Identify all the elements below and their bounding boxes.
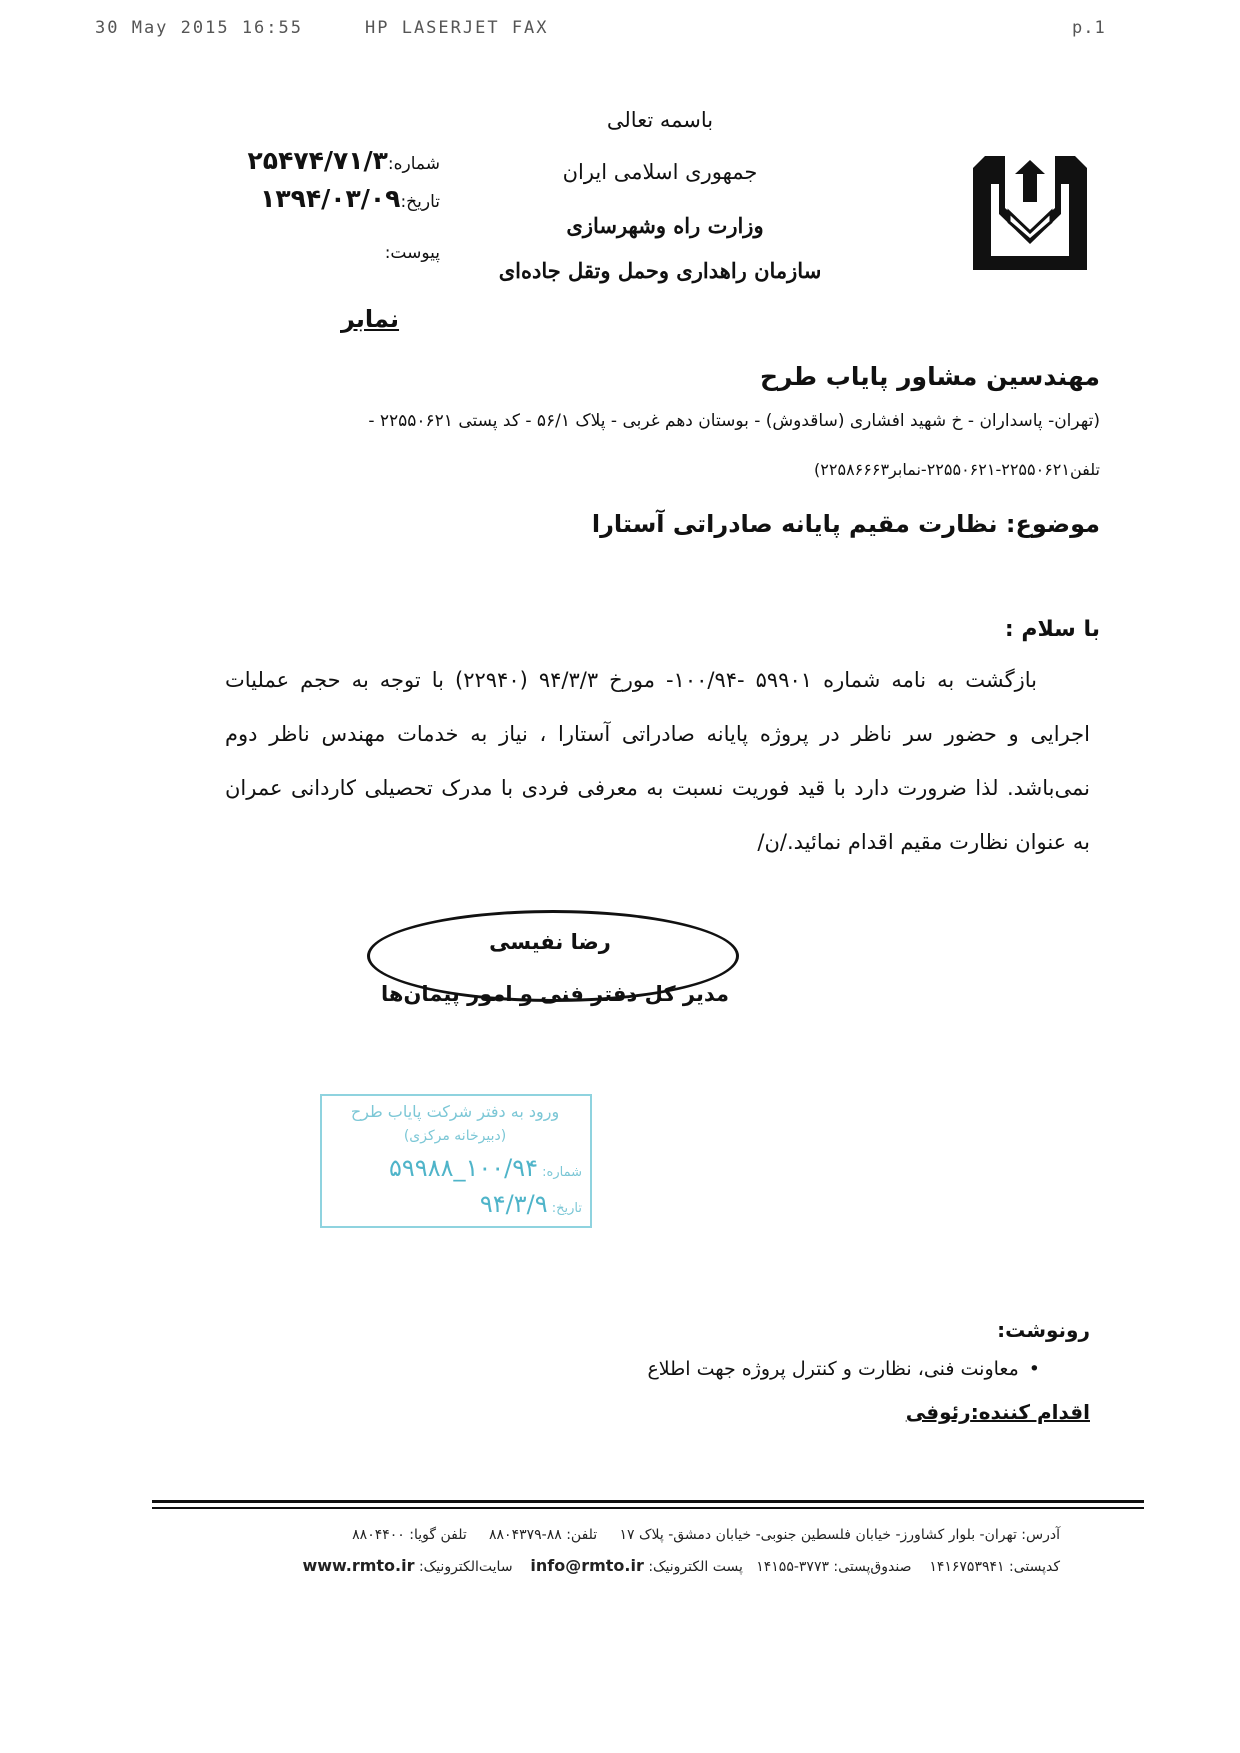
body-line-2: اجرایی و حضور سر ناظر در پروژه پایانه صادراتی آستارا ، نیاز به خدمات مهندس ناظر دوم [225, 722, 1090, 746]
date-label: تاریخ: [400, 192, 440, 212]
footer-website[interactable]: www.rmto.ir [302, 1556, 415, 1575]
action-label: اقدام کننده: [970, 1400, 1090, 1424]
rmto-logo-icon [965, 148, 1095, 278]
footer-phone: تلفن: ۸۸-۸۸۰۴۳۷۹ [489, 1527, 598, 1543]
stamp-date [328, 1190, 582, 1218]
footer-postal-code: کدپستی: ۱۴۱۶۷۵۳۹۴۱ [929, 1559, 1060, 1575]
bullet-icon: • [1028, 1358, 1040, 1380]
fax-page: p.1 [1072, 18, 1106, 38]
received-stamp [320, 1094, 592, 1228]
fax-datetime: 30 May 2015 16:55 [95, 18, 303, 38]
doc-type: نمابر [340, 305, 400, 333]
cc-item [620, 1358, 1040, 1380]
recipient-phone: تلفن۲۲۵۵۰۶۲۱-۲۲۵۵۰۶۲۱-نمابر۲۲۵۸۶۶۶۳) [814, 460, 1100, 479]
footer-rule-bottom [152, 1507, 1144, 1509]
recipient-address: (تهران- پاسداران - خ شهید افشاری (ساقدوش) - بوستان دهم غربی - پلاک ۵۶/۱ - کد پستی ۲۲۵۵۰۶۲۱ - [368, 411, 1100, 431]
cc-item-text: معاونت فنی، نظارت و کنترل پروژه جهت اطلاع [647, 1358, 1019, 1380]
invocation: باسمه تعالی [606, 108, 714, 132]
date-value: ۱۳۹۴/۰۳/۰۹ [260, 184, 401, 213]
stamp-number [328, 1154, 582, 1182]
number-label: شماره: [387, 154, 440, 174]
stamp-date-label: تاریخ: [551, 1201, 582, 1216]
footer-phone-voice: تلفن گویا: ۸۸۰۴۴۰۰ [352, 1527, 467, 1543]
subject: موضوع: نظارت مقیم پایانه صادراتی آستارا [591, 510, 1100, 538]
stamp-line-1: ورود به دفتر شرکت پایاب طرح [350, 1102, 560, 1121]
stamp-number-value: ۱۰۰/۹۴_۵۹۹۸۸ [389, 1154, 539, 1182]
footer-website-label: سایت‌الکترونیک: [418, 1559, 513, 1575]
stamp-number-label: شماره: [542, 1165, 582, 1180]
footer-rule-top [152, 1500, 1144, 1503]
footer-line-2 [250, 1556, 1060, 1575]
footer-email-label: پست الکترونیک: [648, 1559, 743, 1575]
fax-device: HP LASERJET FAX [365, 18, 549, 38]
footer-email[interactable]: info@rmto.ir [530, 1556, 644, 1575]
organization-name: سازمان راهداری وحمل وتقل جاده‌ای [498, 258, 822, 283]
ministry-name: وزارت راه وشهرسازی [566, 213, 764, 238]
footer-line-1 [250, 1527, 1060, 1543]
stamp-date-value: ۹۴/۳/۹ [479, 1190, 548, 1218]
greeting: با سلام : [1004, 617, 1100, 642]
footer-address: آدرس: تهران- بلوار کشاورز- خیابان فلسطین جنوبی- خیابان دمشق- پلاک ۱۷ [619, 1527, 1060, 1543]
body-line-1: بازگشت به نامه شماره ۵۹۹۰۱ -۱۰۰/۹۴- مورخ ۹۴/۳/۳ (۲۲۹۴۰) با توجه به حجم عملیات [225, 668, 1037, 692]
recipient-name: مهندسین مشاور پایاب طرح [759, 362, 1100, 391]
attachment-label: پیوست: [384, 243, 440, 263]
cc-label: رونوشت: [997, 1318, 1090, 1342]
action-value: رئوفی [905, 1400, 971, 1424]
body-line-3: نمی‌باشد. لذا ضرورت دارد با قید فوریت نسبت به معرفی فردی با مدرک تحصیلی کاردانی عمران [225, 776, 1090, 800]
body-line-4: به عنوان نظارت مقیم اقدام نمائید./ن/ [757, 830, 1090, 854]
action-by [900, 1400, 1090, 1424]
letter-date [230, 184, 440, 213]
country-name: جمهوری اسلامی ایران [562, 160, 758, 184]
signature-name: رضا نفیسی [489, 930, 611, 954]
footer-po-box: صندوق‌پستی: ۳۷۷۳-۱۴۱۵۵ [756, 1559, 912, 1575]
stamp-line-2: (دبیرخانه مرکزی) [403, 1128, 507, 1144]
signature-title: مدیر کل دفتر فنی و امور پیمان‌ها [381, 982, 729, 1006]
number-value: ۲۵۴۷۴/۷۱/۳ [247, 146, 388, 175]
letter-number [230, 146, 440, 175]
